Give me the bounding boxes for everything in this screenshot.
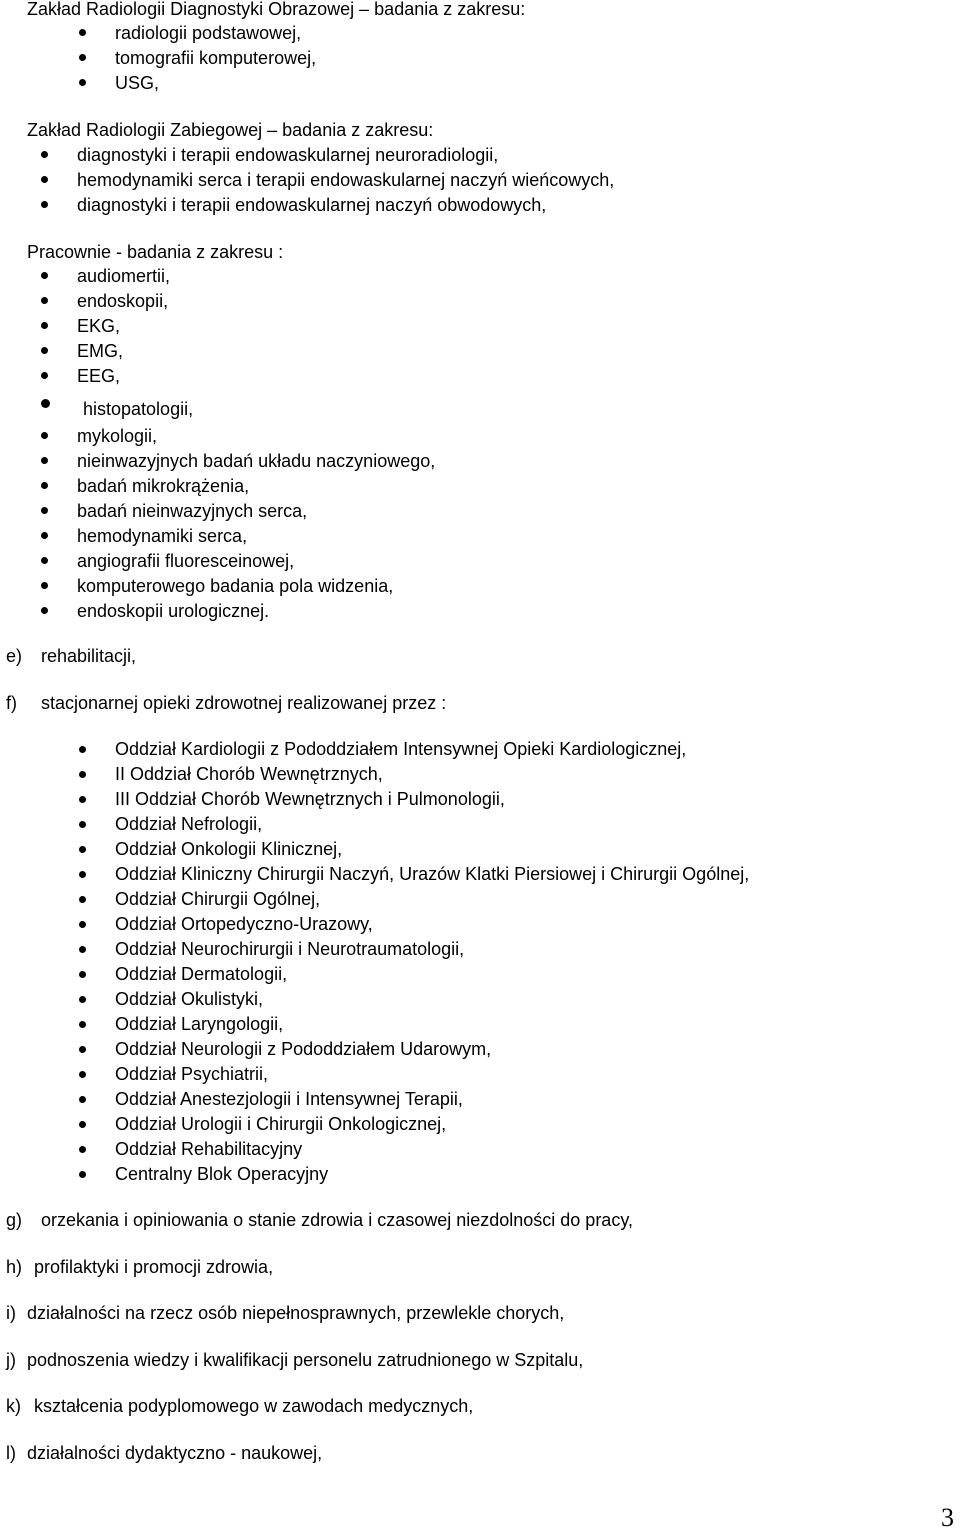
list-bullet [79, 1071, 86, 1078]
list-bullet [41, 457, 48, 464]
list-bullet [41, 582, 48, 589]
list-item: hemodynamiki serca, [77, 526, 248, 546]
list-item: Oddział Neurochirurgii i Neurotraumatologii, [115, 939, 465, 959]
item-g-marker: g) [6, 1210, 23, 1230]
list-item: EMG, [77, 341, 124, 361]
list-item: Oddział Onkologii Klinicznej, [115, 839, 343, 859]
list-item: badań nieinwazyjnych serca, [77, 501, 308, 521]
list-item: Centralny Blok Operacyjny [115, 1164, 329, 1184]
list-item: angiografii fluoresceinowej, [77, 551, 295, 571]
list-bullet [79, 871, 86, 878]
list-bullet [79, 796, 86, 803]
list-item: diagnostyki i terapii endowaskularnej naczyń obwodowych, [77, 195, 547, 215]
list-item: badań mikrokrążenia, [77, 476, 250, 496]
item-e-marker: e) [6, 646, 23, 666]
list-item: diagnostyki i terapii endowaskularnej neuroradiologii, [77, 145, 499, 165]
list-item: EEG, [77, 366, 121, 386]
list-bullet [79, 29, 86, 36]
list-bullet [79, 896, 86, 903]
item-l-marker: l) [6, 1443, 16, 1463]
list-bullet [79, 996, 86, 1003]
list-item: Oddział Ortopedyczno-Urazowy, [115, 914, 373, 934]
list-bullet [41, 176, 48, 183]
list-bullet [79, 79, 86, 86]
item-j-marker: j) [6, 1350, 16, 1370]
list-item: Oddział Kardiologii z Pododdziałem Intensywnej Opieki Kardiologicznej, [115, 739, 687, 759]
section1-heading: Zakład Radiologii Diagnostyki Obrazowej – badania z zakresu: [27, 0, 526, 19]
list-item: Oddział Anestezjologii i Intensywnej Terapii, [115, 1089, 463, 1109]
section2-heading: Zakład Radiologii Zabiegowej – badania z zakresu: [27, 120, 434, 140]
list-bullet [41, 322, 48, 329]
list-item: Oddział Chirurgii Ogólnej, [115, 889, 321, 909]
list-item: Oddział Okulistyki, [115, 989, 264, 1009]
list-item: Oddział Urologii i Chirurgii Onkologicznej, [115, 1114, 447, 1134]
item-k-text: kształcenia podyplomowego w zawodach medycznych, [34, 1396, 474, 1416]
list-item: Oddział Rehabilitacyjny [115, 1139, 303, 1159]
list-item: Oddział Psychiatrii, [115, 1064, 269, 1084]
list-bullet [79, 1046, 86, 1053]
list-bullet [41, 272, 48, 279]
list-bullet [41, 399, 50, 408]
item-h-text: profilaktyki i promocji zdrowia, [34, 1257, 274, 1277]
list-bullet [79, 1096, 86, 1103]
list-bullet [79, 1021, 86, 1028]
list-bullet [41, 151, 48, 158]
list-bullet [41, 557, 48, 564]
item-f-marker: f) [6, 693, 17, 713]
list-item: III Oddział Chorób Wewnętrznych i Pulmonologii, [115, 789, 505, 809]
list-item: Oddział Laryngologii, [115, 1014, 284, 1034]
list-item: hemodynamiki serca i terapii endowaskularnej naczyń wieńcowych, [77, 170, 615, 190]
list-item: radiologii podstawowej, [115, 23, 302, 43]
list-item: II Oddział Chorób Wewnętrznych, [115, 764, 383, 784]
list-bullet [79, 946, 86, 953]
item-g-text: orzekania i opiniowania o stanie zdrowia i czasowej niezdolności do pracy, [41, 1210, 633, 1230]
section3-heading: Pracownie - badania z zakresu : [27, 242, 284, 262]
list-bullet [41, 532, 48, 539]
list-item: endoskopii, [77, 291, 169, 311]
list-bullet [41, 372, 48, 379]
list-bullet [79, 54, 86, 61]
list-bullet [79, 821, 86, 828]
list-bullet [41, 297, 48, 304]
list-bullet [41, 507, 48, 514]
list-item: audiomertii, [77, 266, 171, 286]
list-bullet [79, 1121, 86, 1128]
list-bullet [79, 846, 86, 853]
list-item: mykologii, [77, 426, 158, 446]
list-item: Oddział Nefrologii, [115, 814, 263, 834]
list-item: histopatologii, [83, 399, 194, 419]
list-bullet [79, 771, 86, 778]
list-item: EKG, [77, 316, 121, 336]
list-bullet [79, 1146, 86, 1153]
page-number: 3 [941, 1503, 954, 1532]
list-item: Oddział Neurologii z Pododdziałem Udarowym, [115, 1039, 492, 1059]
list-item: Oddział Kliniczny Chirurgii Naczyń, Urazów Klatki Piersiowej i Chirurgii Ogólnej, [115, 864, 750, 884]
list-bullet [79, 921, 86, 928]
list-bullet [41, 482, 48, 489]
item-i-text: działalności na rzecz osób niepełnosprawnych, przewlekle chorych, [27, 1303, 565, 1323]
item-k-marker: k) [6, 1396, 21, 1416]
list-bullet [79, 1171, 86, 1178]
item-h-marker: h) [6, 1257, 23, 1277]
list-item: nieinwazyjnych badań układu naczyniowego, [77, 451, 436, 471]
list-item: komputerowego badania pola widzenia, [77, 576, 394, 596]
list-bullet [41, 432, 48, 439]
item-j-text: podnoszenia wiedzy i kwalifikacji personelu zatrudnionego w Szpitalu, [27, 1350, 584, 1370]
list-bullet [41, 607, 48, 614]
item-e-text: rehabilitacji, [41, 646, 137, 666]
item-f-text: stacjonarnej opieki zdrowotnej realizowanej przez : [41, 693, 447, 713]
list-bullet [41, 201, 48, 208]
list-item: USG, [115, 73, 160, 93]
list-bullet [79, 746, 86, 753]
item-l-text: działalności dydaktyczno - naukowej, [27, 1443, 323, 1463]
list-item: tomografii komputerowej, [115, 48, 317, 68]
list-bullet [79, 971, 86, 978]
list-bullet [41, 347, 48, 354]
list-item: Oddział Dermatologii, [115, 964, 288, 984]
item-i-marker: i) [6, 1303, 16, 1323]
list-item: endoskopii urologicznej. [77, 601, 270, 621]
